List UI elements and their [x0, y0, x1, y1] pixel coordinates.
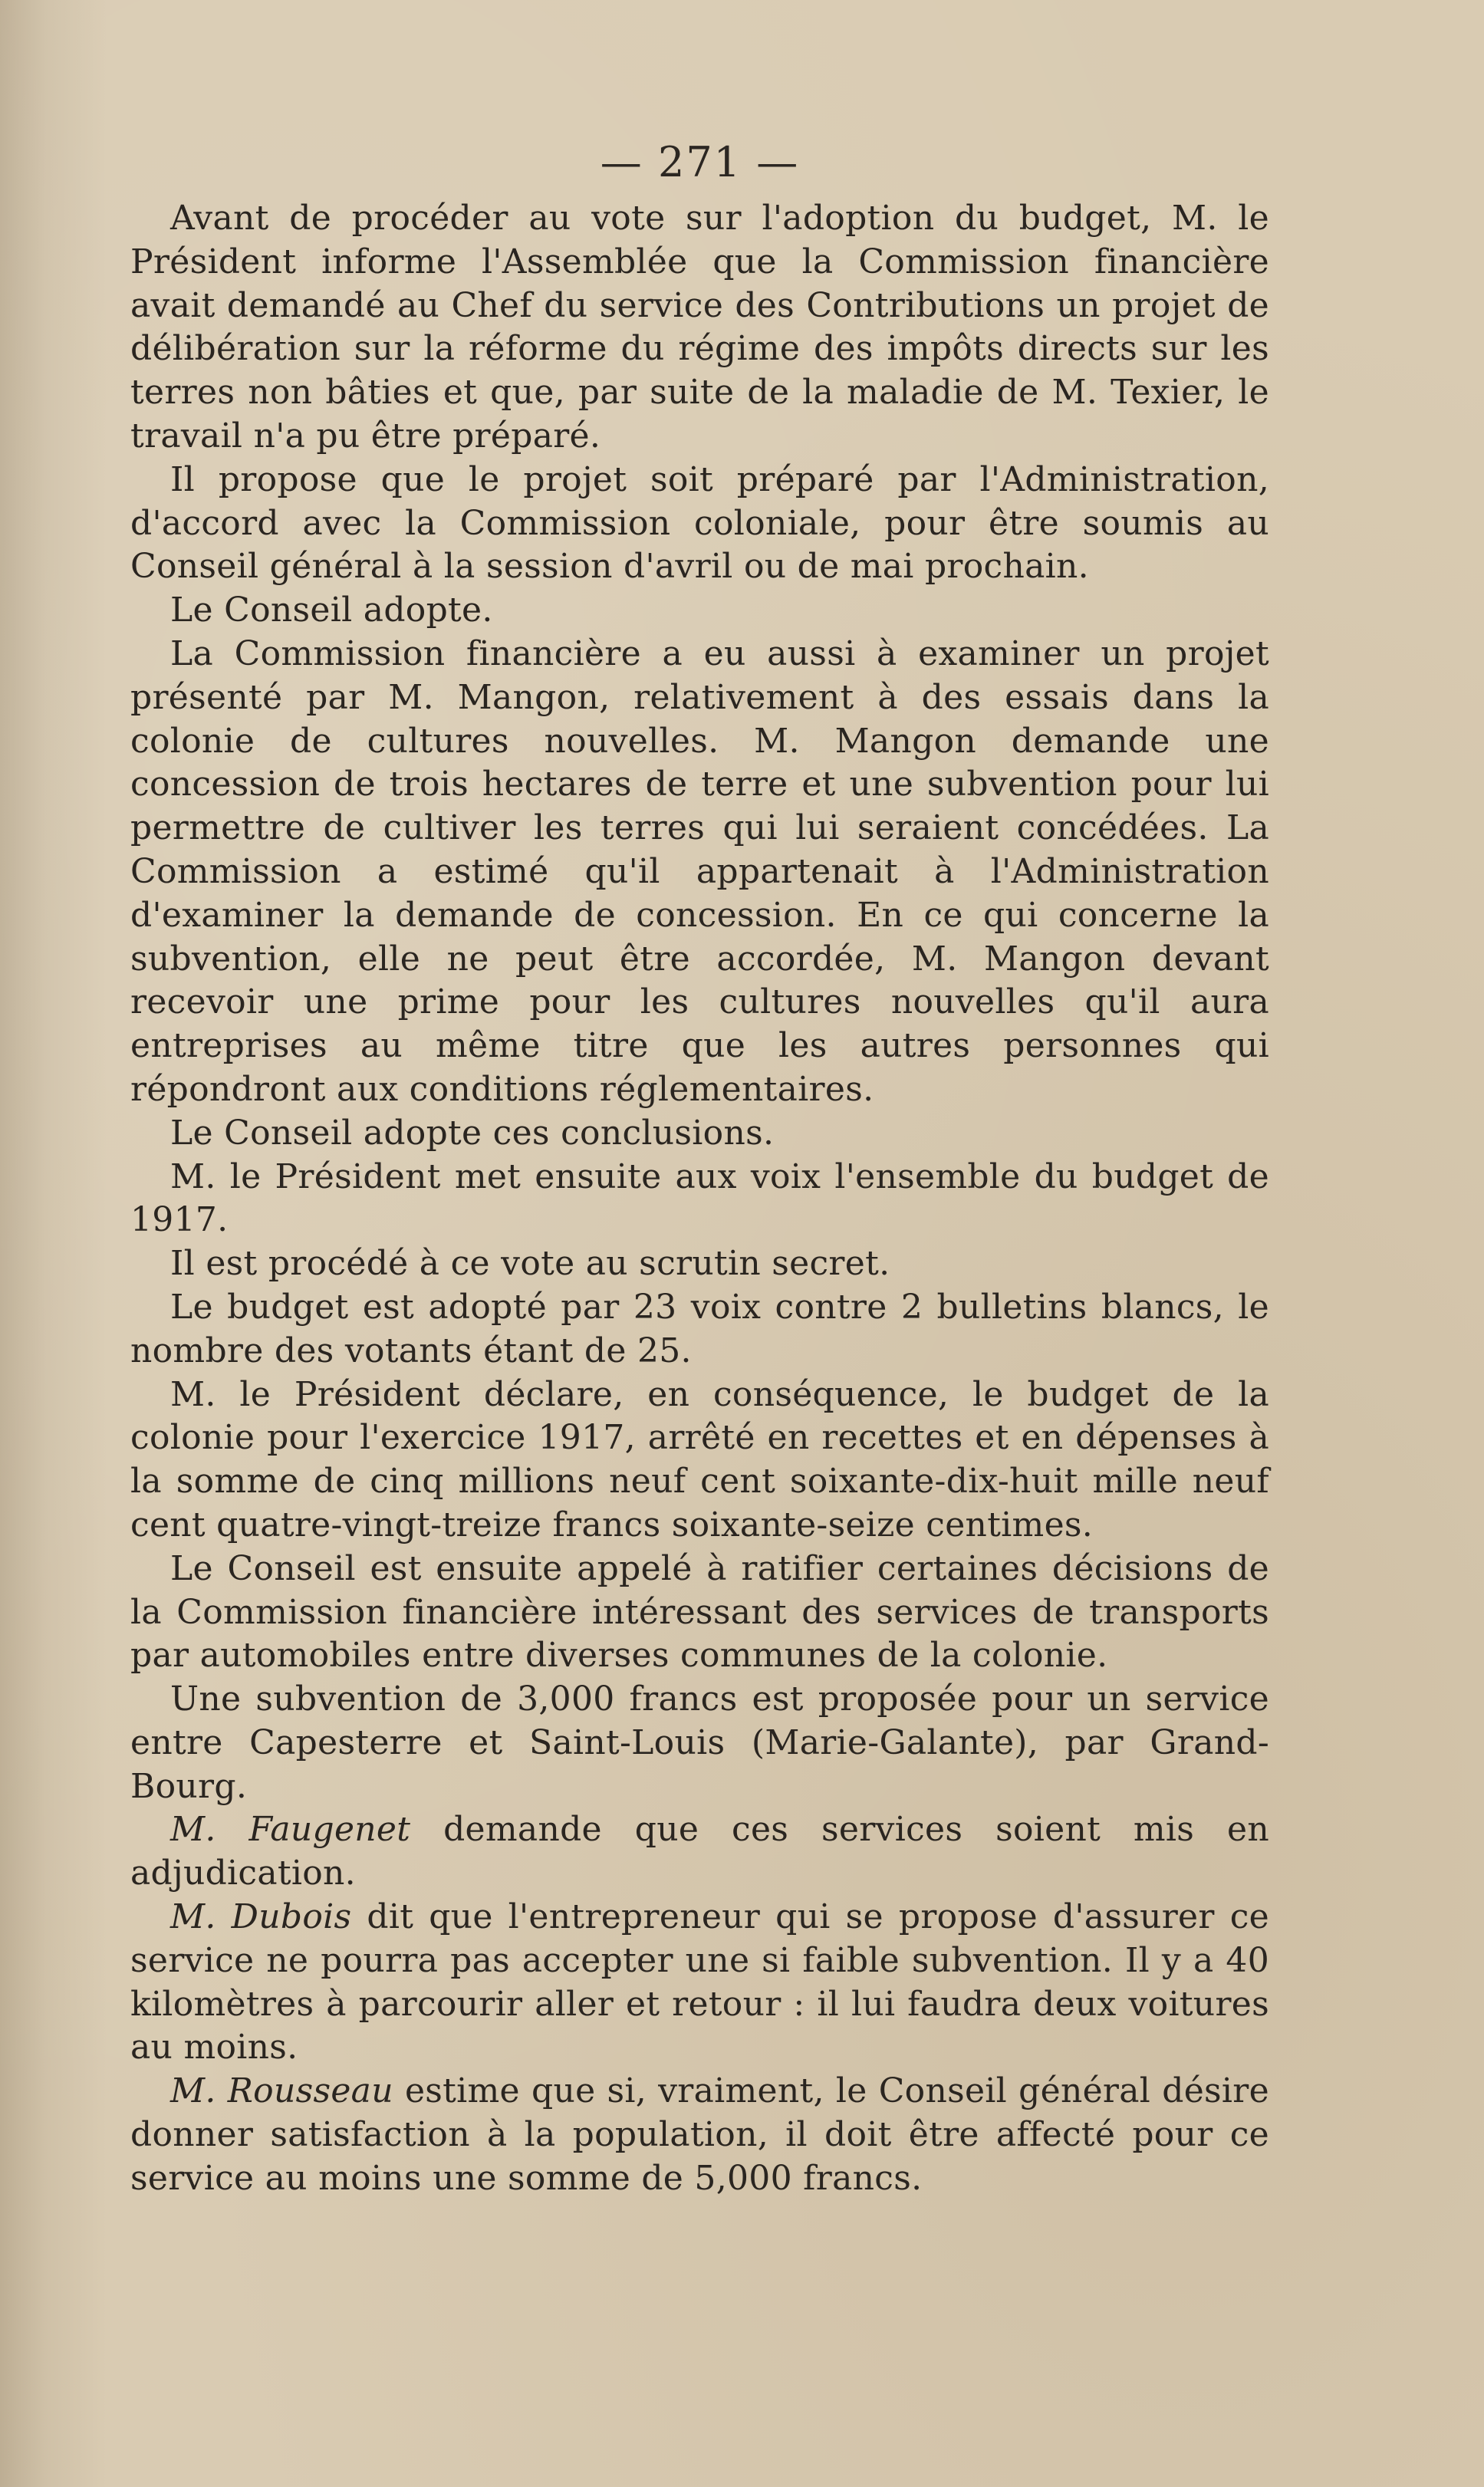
- paragraph-dubois: [130, 1896, 1269, 2070]
- paragraph-rousseau-text: estime que si, vraiment, le Conseil général désire donner satisfaction à la population, il doit être affecté pour ce service au moins une somme de 5,000 francs.: [130, 2071, 1269, 2198]
- speaker-dubois: M. Dubois: [170, 1897, 352, 1937]
- paragraph-rousseau: [130, 2070, 1269, 2200]
- paragraph-faugenet: [130, 1808, 1269, 1896]
- paragraph-administration-proposal: Il propose que le projet soit préparé par l'Administration, d'accord avec la Commission coloniale, pour être soumis au Conseil général à la session d'avril ou de mai prochain.: [130, 459, 1269, 587]
- paragraph-budget-vote-intro: Avant de procéder au vote sur l'adoption du budget, M. le Président informe l'Assemblée que la Commission financière avait demandé au Chef du service des Contributions un projet de délibération sur la réforme du régime des impôts directs sur les terres non bâties et que, par suite de la maladie de M. Texier, le travail n'a pu être préparé.: [130, 199, 1269, 456]
- paragraph-faugenet-text: demande que ces services soient mis en adjudication.: [130, 1810, 1269, 1893]
- paragraph-transport-decisions: Le Conseil est ensuite appelé à ratifier certaines décisions de la Commission financière intéressant des services de transports par automobiles entre diverses communes de la colonie.: [130, 1548, 1269, 1676]
- paragraph-dubois-text: dit que l'entrepreneur qui se propose d'assurer ce service ne pourra pas accepter une si faible subvention. Il y a 40 kilomètres à parcourir aller et retour : il lui faudra deux voitures au moins.: [130, 1897, 1270, 2068]
- paragraph-mangon-project: La Commission financière a eu aussi à examiner un projet présenté par M. Mangon, relativement à des essais dans la colonie de cultures nouvelles. M. Mangon demande une concession de trois hectares de terre et une subvention pour lui permettre de cultiver les terres qui lui seraient concédées. La Commission a estimé qu'il appartenait à l'Administration d'examiner la demande de concession. En ce qui concerne la subvention, elle ne peut être accordée, M. Mangon devant recevoir une prime pour les cultures nouvelles qu'il aura entreprises au même titre que les autres personnes qui répondront aux conditions réglementaires.: [130, 633, 1269, 1109]
- paragraph-subvention-proposal: Une subvention de 3,000 francs est proposée pour un service entre Capesterre et Saint-Louis (Marie-Galante), par Grand-Bourg.: [130, 1679, 1269, 1806]
- paragraph-budget-vote: M. le Président met ensuite aux voix l'ensemble du budget de 1917.: [130, 1156, 1269, 1240]
- speaker-faugenet: M. Faugenet: [170, 1810, 411, 1850]
- paragraph-budget-declared: M. le Président déclare, en conséquence, le budget de la colonie pour l'exercice 1917, arrêté en recettes et en dépenses à la somme de cinq millions neuf cent soixante-dix-huit mille neuf cent quatre-vingt-treize francs soixante-seize centimes.: [130, 1374, 1269, 1545]
- document-page: [130, 138, 1269, 2201]
- speaker-rousseau: M. Rousseau: [170, 2071, 393, 2111]
- paragraph-vote-result: Le budget est adopté par 23 voix contre 2 bulletins blancs, le nombre des votants étant de 25.: [130, 1287, 1269, 1370]
- paragraph-council-adopts-1: Le Conseil adopte.: [170, 590, 493, 630]
- paragraph-council-adopts-2: Le Conseil adopte ces conclusions.: [170, 1113, 775, 1153]
- paragraph-secret-ballot: Il est procédé à ce vote au scrutin secret.: [170, 1244, 890, 1284]
- page-number: — 271 —: [600, 138, 800, 186]
